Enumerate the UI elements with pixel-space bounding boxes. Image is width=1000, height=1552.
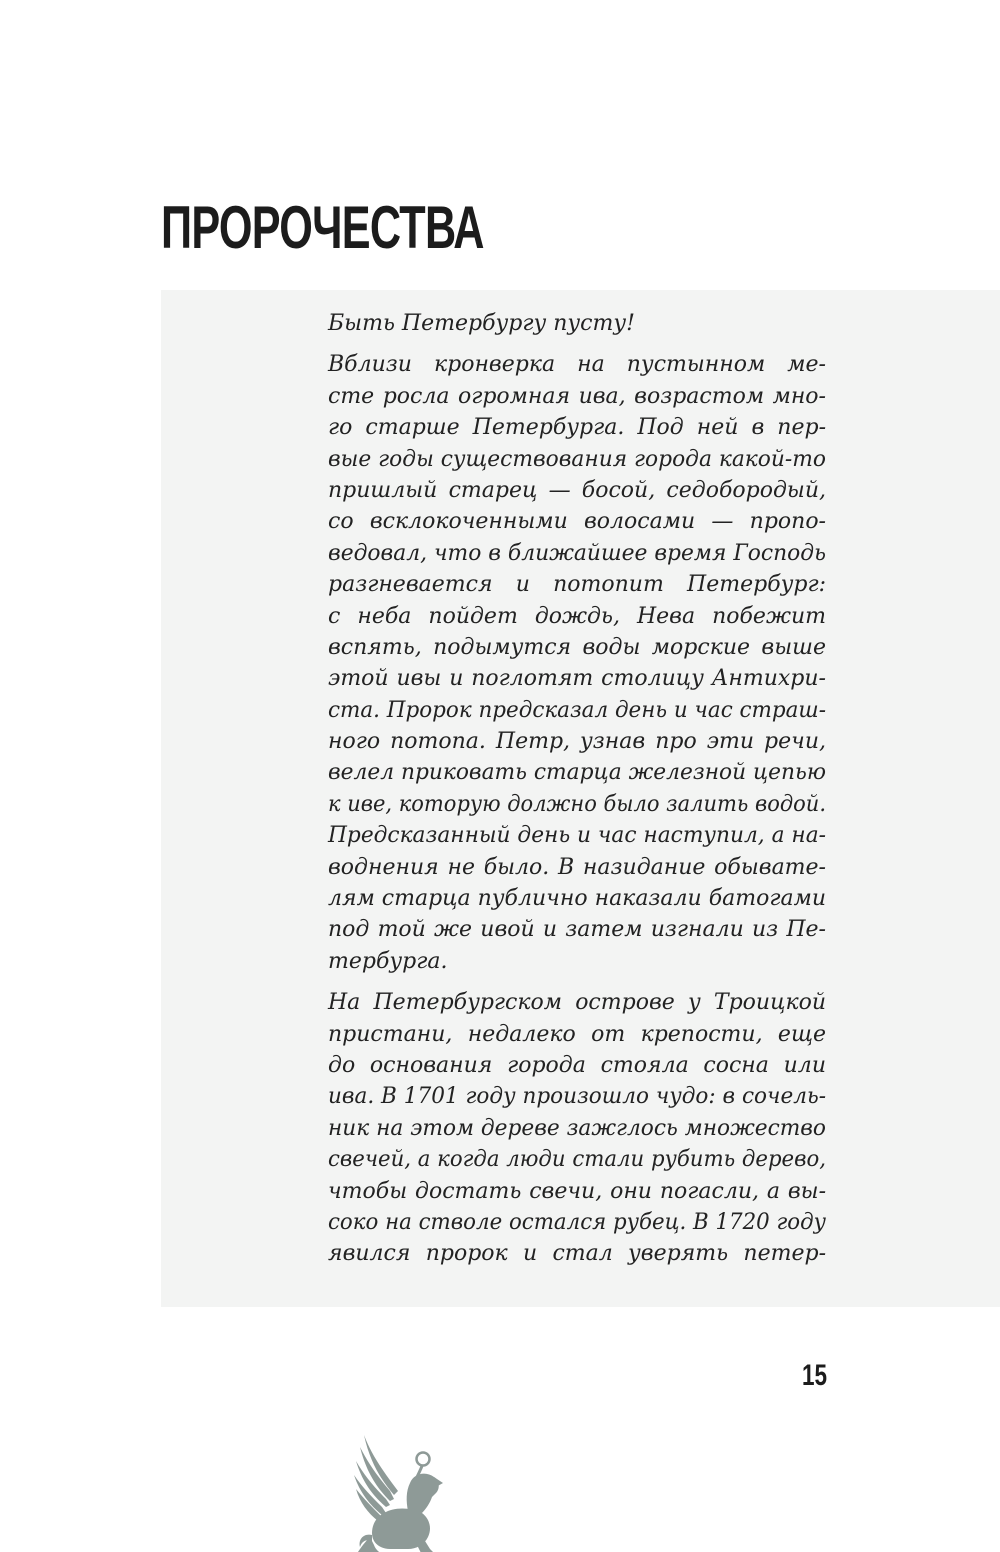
text-line: ного потопа. Петр, узнав про эти речи, (328, 729, 826, 755)
text-line: свечей, а когда люди стали рубить дерево, (328, 1147, 827, 1173)
text-line: сте росла огромная ива, возрастом мно- (328, 383, 826, 409)
text-line: воднения не было. В назидание обывате- (328, 854, 826, 880)
paragraph-3 (328, 987, 826, 1270)
paragraph-2 (328, 349, 826, 977)
text-line: этой ивы и поглотят столицу Антихри- (328, 666, 826, 692)
text-line: Быть Петербургу пусту! (328, 311, 635, 336)
text-line: ник на этом дереве зажглось множество (328, 1115, 827, 1141)
text-line: вые годы существования города какой-то (328, 446, 827, 472)
text-line: с неба пойдет дождь, Нева побежит (328, 603, 826, 629)
page-number: 15 (802, 1359, 828, 1392)
text-line: тербурга. (328, 948, 448, 974)
text-line: разгневается и потопит Петербург: (328, 572, 826, 598)
text-line: вспять, подымутся воды морские выше (328, 634, 826, 660)
text-line: пришлый старец — босой, седобородый, (328, 477, 826, 503)
text-line: лям старца публично наказали батогами (328, 886, 826, 912)
body-text (328, 308, 826, 1280)
text-line: чтобы достать свечи, они погасли, а вы- (328, 1178, 826, 1204)
text-line: со всклокоченными волосами — пропо- (328, 509, 826, 535)
chapter-title: ПРОРОЧЕСТВА (161, 194, 484, 261)
text-line: к иве, которую должно было залить водой. (328, 791, 827, 817)
text-line: до основания города стояла сосна или (328, 1052, 826, 1078)
text-line: ведовал, что в ближайшее время Господь (328, 540, 826, 566)
text-line: пристани, недалеко от крепости, еще (328, 1021, 826, 1047)
griffin-icon (350, 1433, 445, 1552)
text-line: Вблизи кронверка на пустынном ме- (328, 352, 826, 378)
text-line: го старше Петербурга. Под ней в пер- (328, 415, 826, 441)
text-line: велел приковать старца железной цепью (328, 760, 826, 786)
text-line: Предсказанный день и час наступил, а на- (328, 823, 827, 849)
text-line: На Петербургском острове у Троицкой (328, 990, 826, 1016)
text-line: ста. Пророк предсказал день и час страш- (328, 697, 827, 723)
text-line: явился пророк и стал уверять петер- (328, 1241, 826, 1267)
paragraph-1 (328, 308, 826, 339)
text-line: под той же ивой и затем изгнали из Пе- (328, 917, 826, 943)
text-line: ива. В 1701 году произошло чудо: в сочель- (328, 1084, 827, 1110)
text-line: соко на стволе остался рубец. В 1720 году (328, 1209, 826, 1235)
